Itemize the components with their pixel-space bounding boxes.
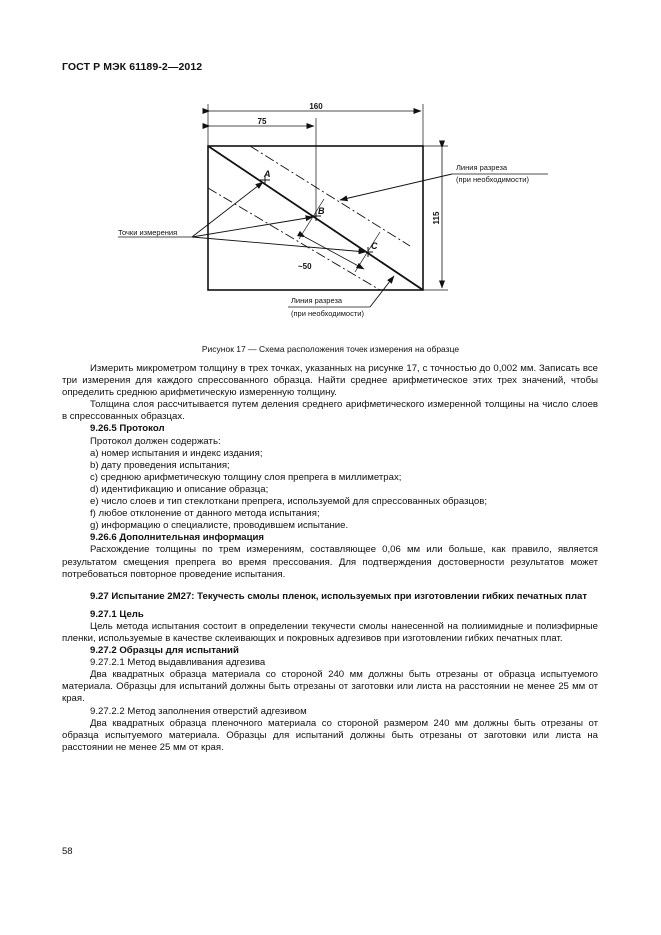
section-heading: [62, 591, 598, 603]
section-heading: 9.27.1 Цель: [90, 608, 144, 620]
page-number: 58: [62, 846, 73, 857]
list-item: e) число слоев и тип стеклоткани препрега, используемой для спрессованных образцов;: [90, 496, 487, 508]
section-heading: 9.26.6 Дополнительная информация: [90, 532, 265, 544]
paragraph: Толщина слоя рассчитывается путем деления среднего арифметического измеренной толщины на число слоев в спрессованных образцах.: [62, 399, 598, 423]
leader-cut-bottom: [370, 276, 394, 307]
list-item: a) номер испытания и индекс издания;: [90, 447, 263, 459]
paragraph: Два квадратных образца материала со стороной 240 мм должны быть отрезаны от образца испытуемого материала. Образцы для испытаний должны быть отрезаны от заготовки или листа на расстоянии не менее 25 мм от края.: [62, 669, 598, 705]
point-b-label: B: [318, 206, 325, 216]
section-927-title: 9.27 Испытание 2М27: Текучесть смолы пленок, используемых при изготовлении гибких печатных плат: [90, 590, 588, 602]
section-heading: 9.27.2 Образцы для испытаний: [90, 645, 239, 657]
paragraph: Два квадратных образца пленочного материала со стороной размером 240 мм должны быть отрезаны от образца испытуемого материала. Образцы для испытаний должны быть отрезаны от заготовки или листа на расстоянии не менее 25 мм от края.: [62, 717, 598, 753]
cut-label-top-1: Линия разреза: [456, 163, 508, 172]
section-heading: 9.26.5 Протокол: [90, 423, 165, 435]
measurement-diagram: [0, 96, 661, 336]
subsection-heading: 9.27.2.1 Метод выдавливания адгезива: [90, 657, 266, 669]
figure-caption: Рисунок 17 — Схема расположения точек измерения на образце: [201, 344, 460, 354]
figure-17: [0, 96, 661, 336]
paragraph: Протокол должен содержать:: [90, 435, 221, 447]
cut-label-bottom-1: Линия разреза: [291, 296, 343, 305]
leader-to-a: [192, 182, 263, 237]
dimension-50-line: [305, 237, 364, 269]
subsection-heading: 9.27.2.2 Метод заполнения отверстий адгезивом: [90, 705, 307, 717]
point-a-label: A: [264, 169, 271, 179]
cut-label-top-2: (при необходимости): [456, 175, 529, 184]
body-text: [62, 363, 598, 754]
dimension-50-label: ~50: [298, 262, 312, 271]
dimension-115-label: 115: [432, 211, 441, 225]
list-item: g) информацию о специалисте, проводившем испытание.: [90, 520, 349, 532]
document-code: ГОСТ Р МЭК 61189-2—2012: [62, 61, 203, 73]
list-item: b) дату проведения испытания;: [90, 459, 230, 471]
paragraph: Расхождение толщины по трем измерениям, составляющее 0,06 мм или больше, как правило, является результатом смещения препрега во время прессования. Для подтверждения достоверности результатов может потребоваться повторное проведение испытания.: [62, 544, 598, 580]
leader-to-c: [192, 237, 366, 252]
dimension-160-label: 160: [309, 102, 323, 111]
leader-cut-top: [340, 174, 452, 200]
list-item: d) идентификацию и описание образца;: [90, 483, 269, 495]
measurement-points-label: Точки измерения: [118, 228, 178, 237]
dimension-75-label: 75: [257, 117, 267, 126]
list-item: c) среднюю арифметическую толщину слоя препрега в миллиметрах;: [90, 471, 402, 483]
cut-line-upper: [250, 146, 410, 246]
leader-to-b: [192, 217, 313, 237]
point-c-label: C: [371, 241, 378, 251]
cut-label-bottom-2: (при необходимости): [291, 309, 364, 318]
list-item: f) любое отклонение от данного метода испытания;: [90, 508, 320, 520]
paragraph: Цель метода испытания состоит в определении текучести смолы нанесенной на полиимидные и полиэфирные пленки, используемые в качестве склеивающих и покровных адгезивов при изготовлении гибких печатных плат.: [62, 620, 598, 644]
paragraph: Измерить микрометром толщину в трех точках, указанных на рисунке 17, с точностью до 0,002 мм. Записать все три измерения для каждого спрессованного образца. Найти среднее арифметическое этих трех значений, чтобы определить среднюю арифметическую измеренную толщину.: [62, 363, 598, 399]
